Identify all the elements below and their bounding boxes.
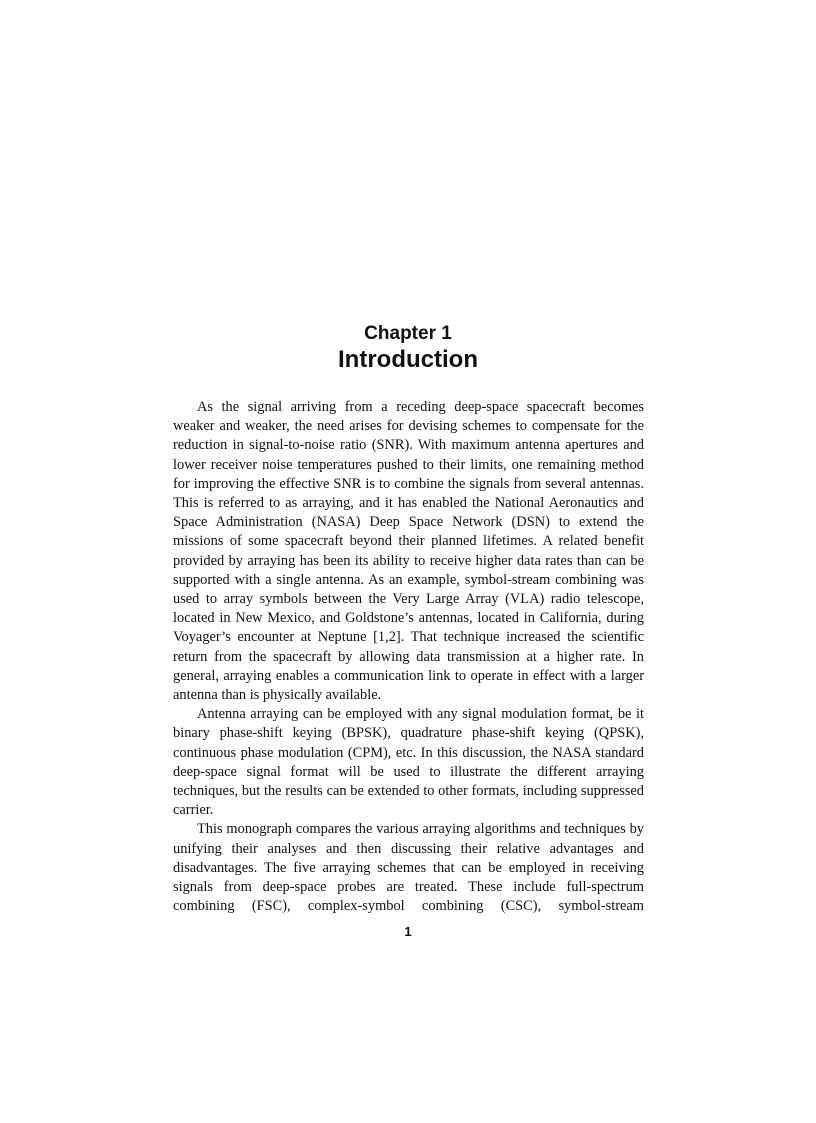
chapter-title: Introduction — [338, 346, 478, 373]
paragraph: Antenna arraying can be employed with any signal modulation format, be it binary phase-shift keying (BPSK), quadrature phase-shift keying (QPSK), continuous phase modulation (CPM), etc. In this discussion, the NASA standard deep-space signal format will be used to illustrate the different arraying techniques, but the results can be extended to other formats, including suppressed carrier. — [173, 706, 644, 819]
chapter-label: Chapter 1 — [364, 323, 452, 344]
body-text — [173, 398, 644, 916]
paragraph: As the signal arriving from a receding deep-space spacecraft becomes weaker and weaker, the need arises for devising schemes to compensate for the reduction in signal-to-noise ratio (SNR). With maximum antenna apertures and lower receiver noise temperatures pushed to their limits, one remaining method for improving the effective SNR is to combine the signals from several antennas. This is referred to as arraying, and it has enabled the National Aeronautics and Space Administration (NASA) Deep Space Network (DSN) to extend the missions of some spacecraft beyond their planned lifetimes. A related benefit provided by arraying has been its ability to receive higher data rates than can be supported with a single antenna. As an example, symbol-stream combining was used to array symbols between the Very Large Array (VLA) radio telescope, located in New Mexico, and Goldstone’s antennas, located in California, during Voyager’s encounter at Neptune [1,2]. That technique increased the scientific return from the spacecraft by allowing data transmission at a higher rate. In general, arraying enables a communication link to operate in effect with a larger antenna than is physically available. — [173, 399, 644, 704]
paragraph: This monograph compares the various arraying algorithms and techniques by unifying their analyses and then discussing their relative advantages and disadvantages. The five arraying schemes that can be employed in receiving signals from deep-space probes are treated. These include full-spectrum combining (FSC), complex-symbol combining (CSC), symbol-stream — [173, 821, 644, 915]
page-number: 1 — [404, 924, 412, 939]
